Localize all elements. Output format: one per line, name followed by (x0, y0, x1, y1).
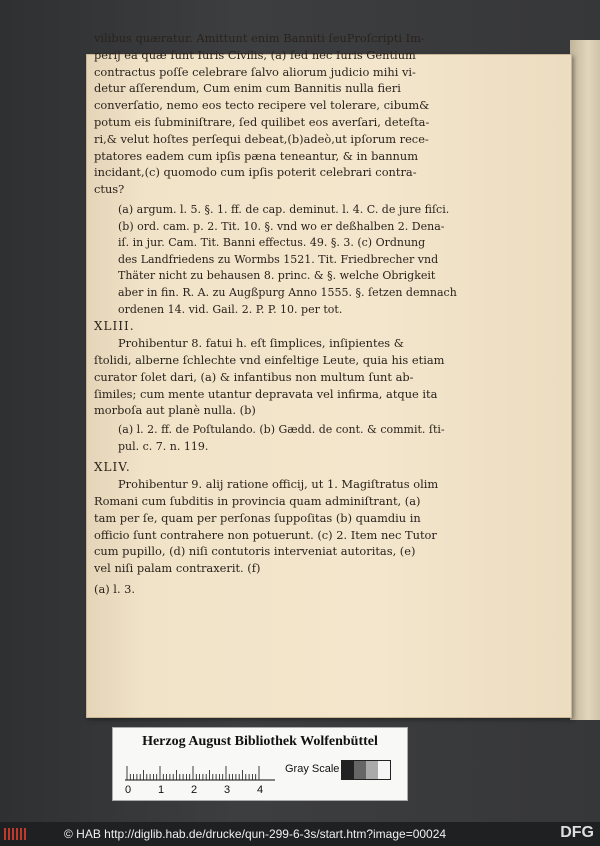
text-line: incidant,(c) quomodo cum ipſis poterit celebrari contra- (94, 165, 417, 180)
text-line: vel niſi palam contraxerit. (f) (94, 561, 261, 576)
footnotes-1 (94, 202, 466, 318)
footnote-line: pul. c. 7. n. 119. (118, 439, 209, 453)
footnote-line: iſ. in jur. Cam. Tit. Banni effectus. 49. §. 3. (c) Ordnung (118, 236, 426, 250)
gray-scale-swatches (341, 760, 391, 780)
text-line: vilibus quæratur. Amittunt enim Banniti ſeuProſcripti Im- (94, 31, 425, 45)
copyright-link[interactable]: © HAB http://diglib.hab.de/drucke/qun-299-6-3s/start.htm?image=00024 (64, 827, 447, 841)
ruler-number: 2 (191, 784, 198, 796)
paragraph-2 (94, 335, 466, 419)
text-line: Romani cum ſubditis in provincia quam adminiſtrant, (a) (94, 494, 421, 509)
barcode-icon (4, 828, 26, 840)
gray-swatch (342, 761, 354, 779)
footnote-line: (b) ord. cam. p. 2. Tit. 10. §. vnd wo er deßhalben 2. Dena- (118, 219, 445, 233)
text-line: officio ſunt contrahere non potuerunt. (c) 2. Item nec Tutor (94, 527, 437, 542)
gray-swatch (366, 761, 378, 779)
text-line: ptatores eadem cum ipſis pæna teneantur, & in bannum (94, 148, 418, 163)
text-line: detur aſſerendum, Cum enim cum Bannitis nulla fieri (94, 81, 401, 96)
gray-swatch (378, 761, 390, 779)
gray-swatch (354, 761, 366, 779)
text-line: tam per ſe, quam per perſonas ſuppoſitas (b) quamdiu in (94, 510, 421, 525)
text-line: potum eis ſubminiſtrare, ſed quilibet eos averſari, deteſta- (94, 114, 430, 129)
text-line: curator ſolet dari, (a) & infantibus non multum ſunt ab- (94, 369, 414, 384)
text-line: converſatio, nemo eos tecto recipere vel tolerare, cibum& (94, 98, 430, 113)
section-heading-xliii: XLIII. (94, 319, 135, 334)
library-name: Herzog August Bibliothek Wolfenbüttel (142, 734, 378, 749)
text-line: ſimiles; cum mente utantur depravata vel infirma, atque ita (94, 386, 438, 401)
text-line: cum pupillo, (d) niſi contutoris interveniat autoritas, (e) (94, 544, 416, 559)
footnotes-2 (94, 422, 466, 455)
library-color-card (112, 727, 408, 801)
text-line: ctus? (94, 182, 125, 197)
footnote-line: Thäter nicht zu behausen 8. princ. & §. welche Obrigkeit (118, 269, 436, 283)
footnote-line: des Landfriedens zu Wormbs 1521. Tit. Friedbrecher vnd (118, 252, 439, 266)
text-line: ri,& velut hoſtes perſequi debeat,(b)adeò,ut ipſorum rece- (94, 131, 429, 146)
section-heading-xliv: XLIV. (94, 460, 131, 475)
text-line: contractus poſſe celebrare ſalvo aliorum judicio mihi vi- (94, 64, 416, 79)
adjacent-page-edge (570, 40, 600, 720)
footnote-line: (a) argum. l. 5. §. 1. ff. de cap. deminut. l. 4. C. de jure fiſci. (118, 202, 450, 216)
text-line: ſtolidi, alberne ſchlechte vnd einfeltige Leute, quia his etiam (94, 352, 445, 367)
paragraph-3 (94, 476, 466, 577)
ruler-number: 0 (125, 784, 132, 796)
ruler-scale (125, 758, 275, 786)
page-text (94, 30, 466, 598)
ruler-number: 3 (224, 784, 231, 796)
footnote-line: ordenen 14. vid. Gail. 2. P. P. 10. per tot. (118, 302, 343, 316)
footnote-line: aber in fin. R. A. zu Augßpurg Anno 1555. §. ſetzen demnach (118, 285, 457, 299)
footnote-line: (a) l. 2. ff. de Poſtulando. (b) Gædd. de cont. & commit. ſti- (118, 423, 445, 437)
text-line: morboſa aut planè nulla. (b) (94, 403, 256, 418)
ruler-number: 4 (257, 784, 264, 796)
gray-scale-label: Gray Scale (285, 763, 340, 775)
text-line: Prohibentur 9. alij ratione officij, ut 1. Magiſtratus olim (118, 477, 439, 492)
paragraph-1 (94, 30, 466, 198)
ruler-number: 1 (158, 784, 165, 796)
text-line: Prohibentur 8. fatui h. eſt ſimplices, inſipientes & (118, 336, 404, 351)
text-line: perij ea quæ ſunt Iuris Civilis, (a) ſed nec Iuris Gentium (94, 47, 416, 62)
viewer-footer (0, 822, 600, 846)
dfg-logo: DFG (560, 824, 594, 841)
catchword: (a) l. 3. (94, 582, 136, 597)
